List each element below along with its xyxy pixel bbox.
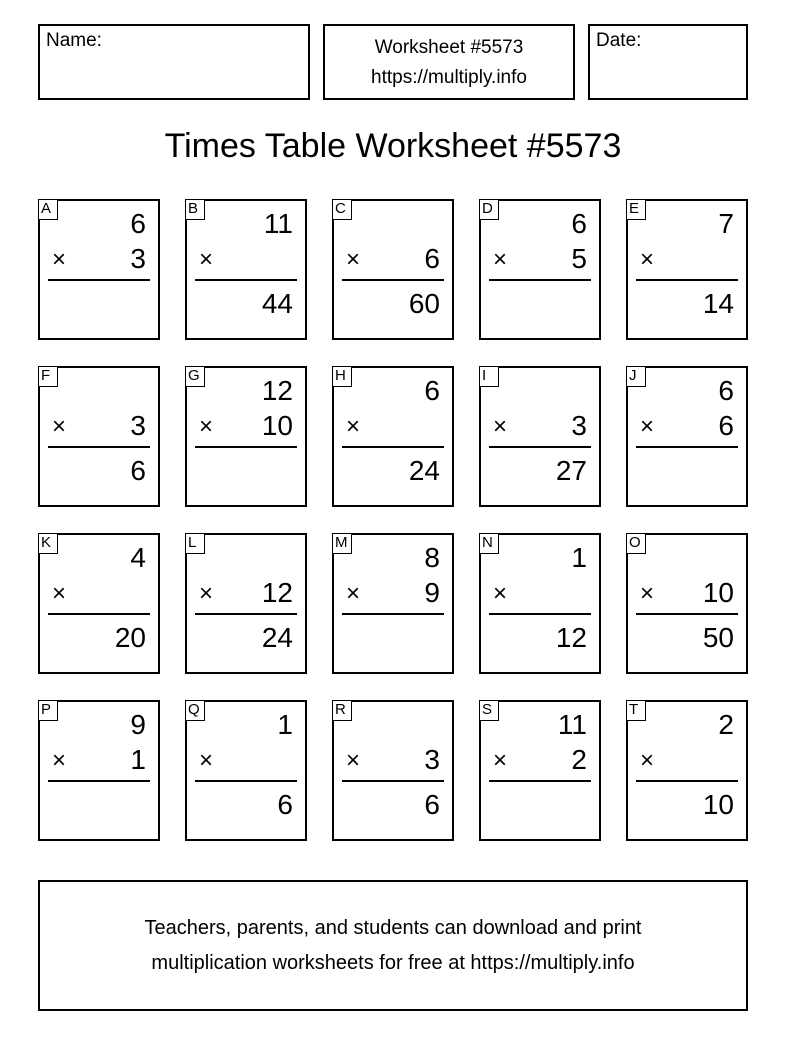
worksheet-number: Worksheet #5573 bbox=[374, 37, 524, 58]
multiplier[interactable]: 9 bbox=[424, 577, 440, 608]
problem-n bbox=[479, 533, 601, 674]
product[interactable]: 44 bbox=[261, 288, 293, 319]
multiplicand[interactable]: 6 bbox=[571, 208, 587, 239]
answer-rule bbox=[342, 613, 444, 615]
multiplicand[interactable]: 9 bbox=[130, 709, 146, 740]
footer-line-1: Teachers, parents, and students can download and print bbox=[144, 917, 642, 939]
name-box[interactable] bbox=[38, 24, 310, 100]
multiply-sign: × bbox=[640, 413, 655, 440]
product[interactable]: 14 bbox=[702, 288, 734, 319]
problem-letter: B bbox=[185, 199, 205, 220]
multiply-sign: × bbox=[52, 413, 67, 440]
multiply-sign: × bbox=[640, 246, 655, 273]
answer-rule bbox=[342, 780, 444, 782]
problem-a bbox=[38, 199, 160, 340]
problem-letter: K bbox=[38, 533, 58, 554]
product[interactable]: 50 bbox=[702, 622, 734, 653]
problem-r bbox=[332, 700, 454, 841]
problem-c bbox=[332, 199, 454, 340]
problem-letter: O bbox=[626, 533, 646, 554]
product[interactable]: 6 bbox=[424, 789, 440, 820]
date-label: Date: bbox=[596, 30, 642, 51]
problem-o bbox=[626, 533, 748, 674]
multiplicand[interactable]: 11 bbox=[263, 208, 293, 239]
answer-rule bbox=[195, 613, 297, 615]
multiplicand[interactable]: 11 bbox=[557, 709, 587, 740]
problem-letter: G bbox=[185, 366, 205, 387]
problem-l bbox=[185, 533, 307, 674]
answer-rule bbox=[342, 279, 444, 281]
multiply-sign: × bbox=[640, 747, 655, 774]
answer-rule bbox=[195, 446, 297, 448]
problem-d bbox=[479, 199, 601, 340]
multiplicand[interactable]: 1 bbox=[571, 542, 587, 573]
answer-rule bbox=[489, 780, 591, 782]
multiply-sign: × bbox=[640, 580, 655, 607]
problem-letter: N bbox=[479, 533, 499, 554]
product[interactable]: 27 bbox=[555, 455, 587, 486]
problem-j bbox=[626, 366, 748, 507]
answer-rule bbox=[195, 279, 297, 281]
name-label: Name: bbox=[46, 30, 102, 51]
multiply-sign: × bbox=[52, 747, 67, 774]
product[interactable]: 24 bbox=[261, 622, 293, 653]
problem-letter: M bbox=[332, 533, 352, 554]
answer-rule bbox=[489, 279, 591, 281]
product[interactable]: 20 bbox=[114, 622, 146, 653]
multiply-sign: × bbox=[199, 413, 214, 440]
product[interactable]: 6 bbox=[130, 455, 146, 486]
problem-s bbox=[479, 700, 601, 841]
answer-rule bbox=[48, 613, 150, 615]
multiplicand[interactable]: 6 bbox=[424, 375, 440, 406]
multiply-sign: × bbox=[493, 747, 508, 774]
multiplicand[interactable]: 7 bbox=[718, 208, 734, 239]
problem-letter: T bbox=[626, 700, 646, 721]
multiplicand[interactable]: 4 bbox=[130, 542, 146, 573]
problem-letter: H bbox=[332, 366, 352, 387]
problem-m bbox=[332, 533, 454, 674]
multiply-sign: × bbox=[52, 246, 67, 273]
multiplicand[interactable]: 8 bbox=[424, 542, 440, 573]
problem-g bbox=[185, 366, 307, 507]
date-box[interactable] bbox=[588, 24, 748, 100]
problem-f bbox=[38, 366, 160, 507]
multiplier[interactable]: 3 bbox=[424, 744, 440, 775]
problem-e bbox=[626, 199, 748, 340]
problem-letter: Q bbox=[185, 700, 205, 721]
problem-letter: P bbox=[38, 700, 58, 721]
multiplier[interactable]: 6 bbox=[424, 243, 440, 274]
problem-letter: F bbox=[38, 366, 58, 387]
multiply-sign: × bbox=[346, 580, 361, 607]
multiplier[interactable]: 3 bbox=[571, 410, 587, 441]
problem-letter: L bbox=[185, 533, 205, 554]
answer-rule bbox=[48, 279, 150, 281]
footer-box bbox=[38, 880, 748, 1011]
answer-rule bbox=[489, 613, 591, 615]
multiply-sign: × bbox=[493, 580, 508, 607]
problem-q bbox=[185, 700, 307, 841]
multiply-sign: × bbox=[199, 580, 214, 607]
answer-rule bbox=[636, 613, 738, 615]
answer-rule bbox=[48, 780, 150, 782]
problem-t bbox=[626, 700, 748, 841]
multiply-sign: × bbox=[52, 580, 67, 607]
multiply-sign: × bbox=[346, 413, 361, 440]
worksheet-info-box bbox=[323, 24, 575, 100]
problem-letter: J bbox=[626, 366, 646, 387]
multiplier[interactable]: 3 bbox=[130, 410, 146, 441]
problem-letter: E bbox=[626, 199, 646, 220]
product[interactable]: 10 bbox=[702, 789, 734, 820]
multiplicand[interactable]: 6 bbox=[718, 375, 734, 406]
answer-rule bbox=[636, 780, 738, 782]
problem-letter: C bbox=[332, 199, 352, 220]
multiply-sign: × bbox=[346, 246, 361, 273]
problem-letter: A bbox=[38, 199, 58, 220]
product[interactable]: 60 bbox=[408, 288, 440, 319]
problem-letter: D bbox=[479, 199, 499, 220]
product[interactable]: 6 bbox=[277, 789, 293, 820]
multiplicand[interactable]: 6 bbox=[130, 208, 146, 239]
problem-i bbox=[479, 366, 601, 507]
multiply-sign: × bbox=[199, 246, 214, 273]
answer-rule bbox=[489, 446, 591, 448]
multiplicand[interactable]: 1 bbox=[277, 709, 293, 740]
multiply-sign: × bbox=[493, 413, 508, 440]
multiplier[interactable]: 6 bbox=[718, 410, 734, 441]
product[interactable]: 12 bbox=[555, 622, 587, 653]
problem-p bbox=[38, 700, 160, 841]
multiplier[interactable]: 3 bbox=[130, 243, 146, 274]
problem-letter: I bbox=[479, 366, 499, 387]
multiplier[interactable]: 2 bbox=[571, 744, 587, 775]
product[interactable]: 24 bbox=[408, 455, 440, 486]
multiplier[interactable]: 10 bbox=[702, 577, 734, 608]
answer-rule bbox=[636, 446, 738, 448]
multiplicand[interactable]: 2 bbox=[718, 709, 734, 740]
answer-rule bbox=[195, 780, 297, 782]
page-title: Times Table Worksheet #5573 bbox=[164, 127, 622, 165]
footer-line-2: multiplication worksheets for free at https://multiply.info bbox=[151, 952, 635, 974]
problem-k bbox=[38, 533, 160, 674]
worksheet-site: https://multiply.info bbox=[371, 67, 527, 88]
answer-rule bbox=[48, 446, 150, 448]
answer-rule bbox=[342, 446, 444, 448]
multiply-sign: × bbox=[199, 747, 214, 774]
answer-rule bbox=[636, 279, 738, 281]
multiply-sign: × bbox=[346, 747, 361, 774]
multiplicand[interactable]: 12 bbox=[261, 375, 293, 406]
problem-b bbox=[185, 199, 307, 340]
multiplier[interactable]: 1 bbox=[130, 744, 146, 775]
multiplier[interactable]: 10 bbox=[261, 410, 293, 441]
problem-letter: S bbox=[479, 700, 499, 721]
multiplier[interactable]: 12 bbox=[261, 577, 293, 608]
problem-h bbox=[332, 366, 454, 507]
problem-letter: R bbox=[332, 700, 352, 721]
multiply-sign: × bbox=[493, 246, 508, 273]
multiplier[interactable]: 5 bbox=[571, 243, 587, 274]
